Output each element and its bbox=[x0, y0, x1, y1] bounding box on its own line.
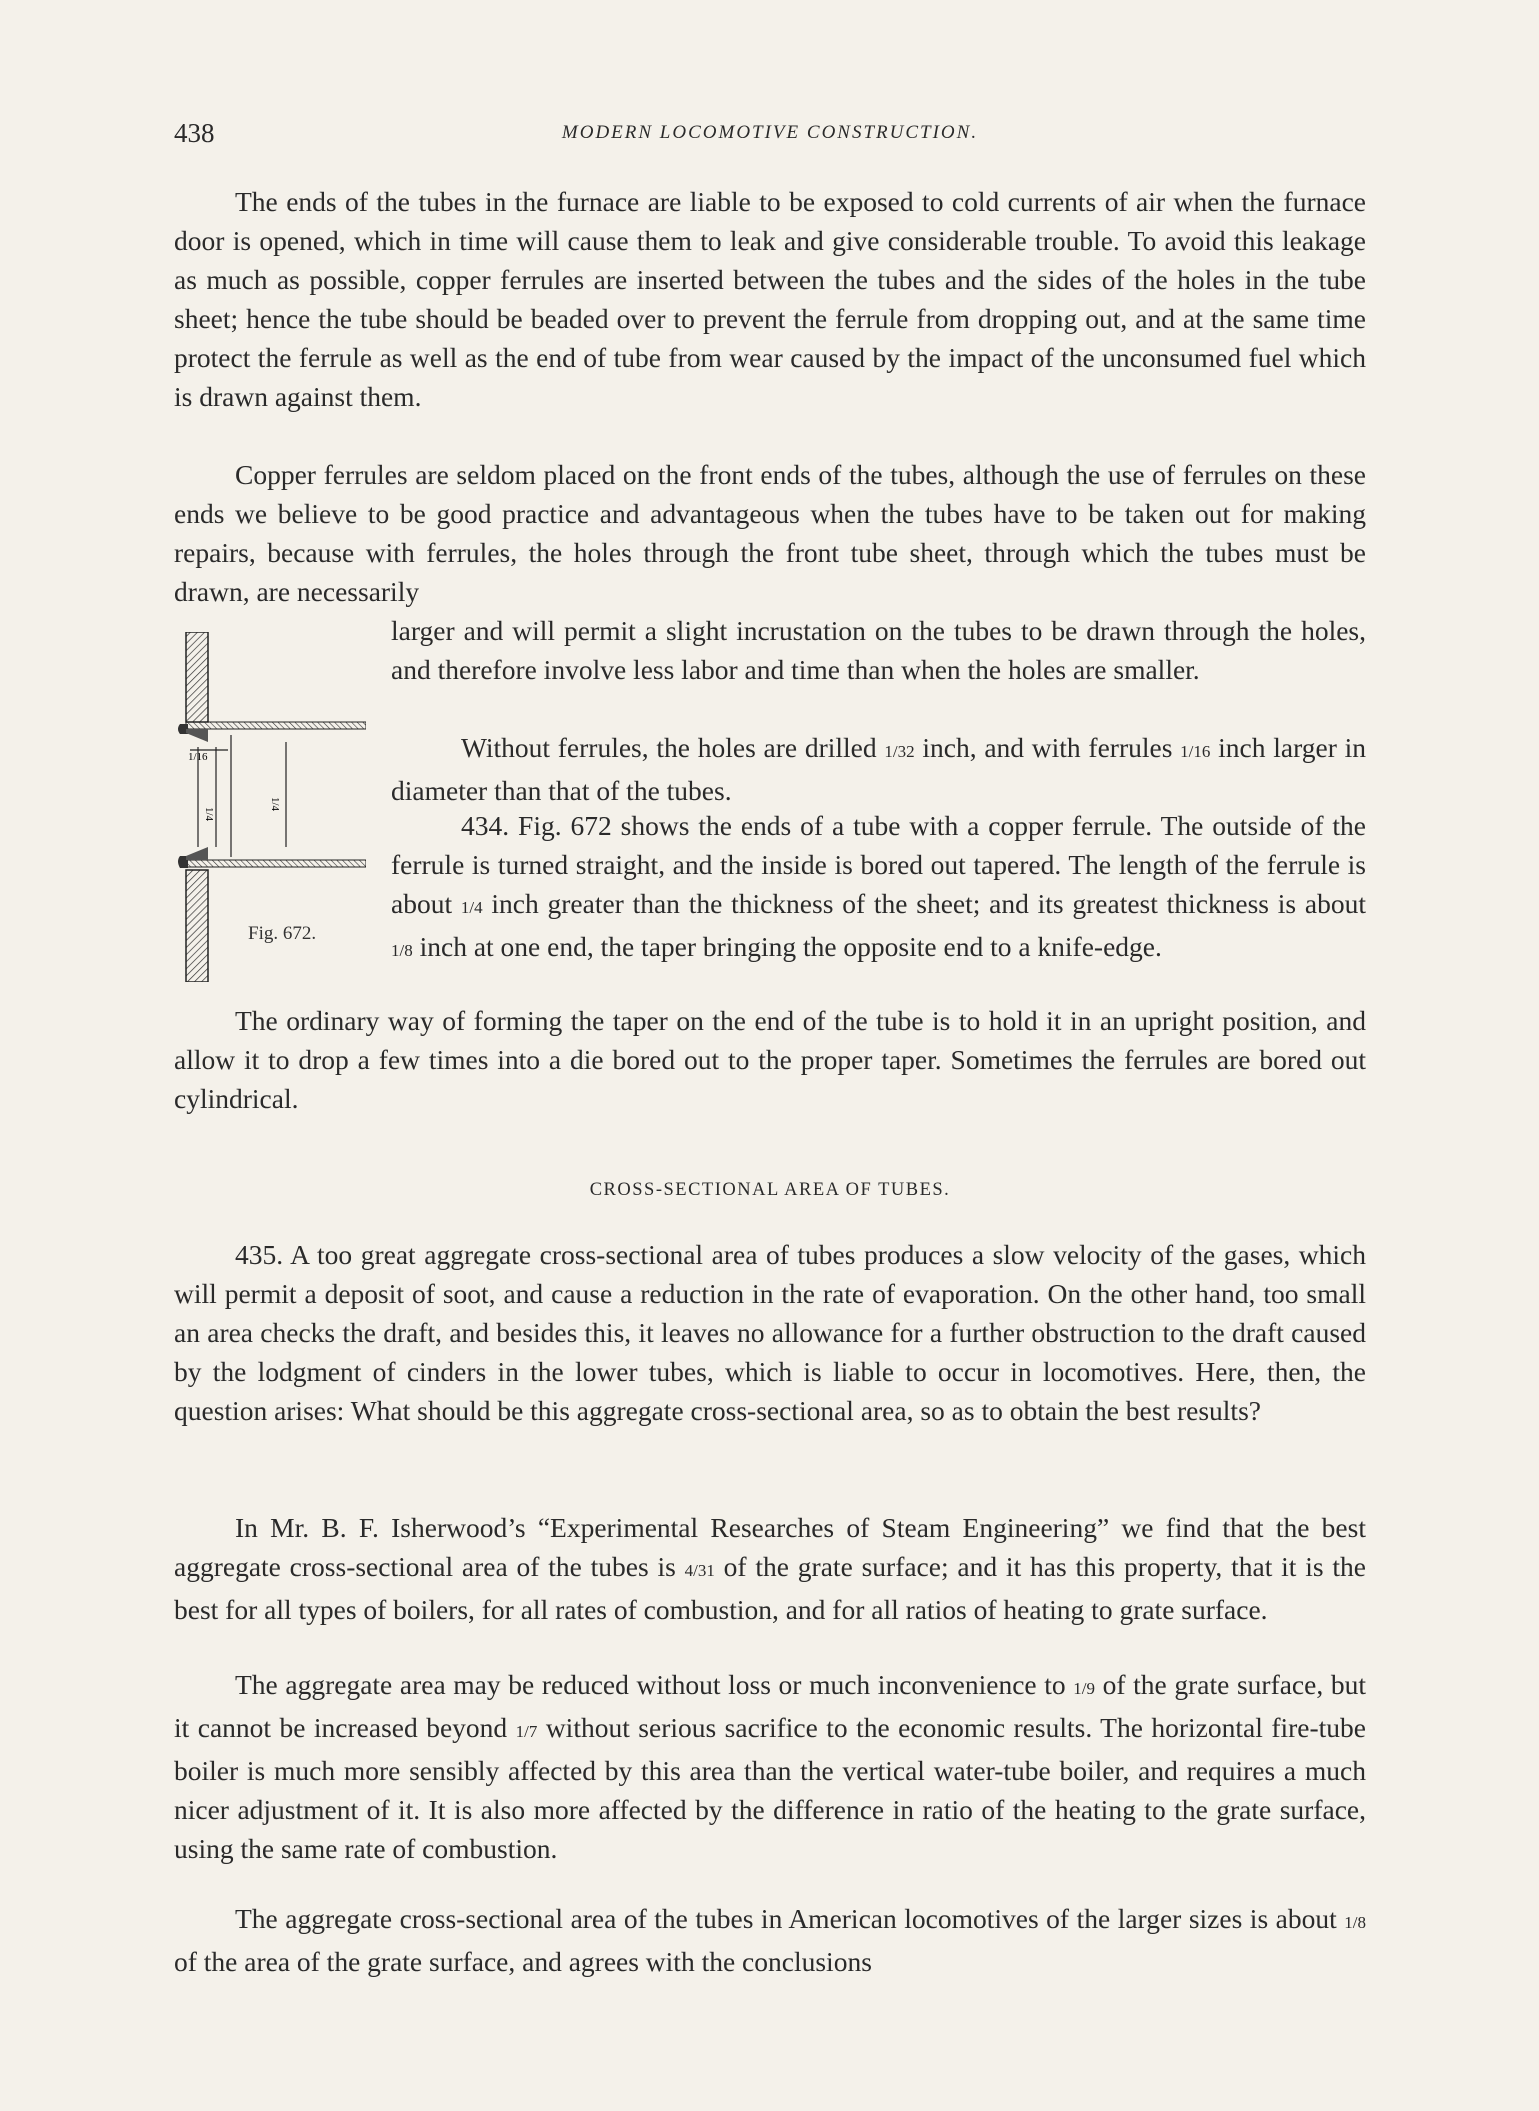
figure-672-tube-ferrule bbox=[176, 632, 366, 982]
dimension-label-a: 1/16 bbox=[188, 751, 208, 763]
dimension-label-c: 1/4 bbox=[269, 797, 281, 812]
fraction: 1/8 bbox=[1344, 1913, 1366, 1932]
paragraph-aggregate-area: The aggregate area may be reduced without loss or much inconvenience to 1/9 of the grate surface, but it cannot be increased beyond 1/7 without serious sacrifice to the economic results. The horizontal fire-tube boiler is much more sensibly affected by this area than the vertical water-tube boiler, and requires a much nicer adjustment of it. It is also more affected by the difference in ratio of the heating to the grate surface, using the same rate of combustion. bbox=[174, 1669, 1366, 1864]
running-title: MODERN LOCOMOTIVE CONSTRUCTION. bbox=[561, 122, 979, 143]
paragraph-american-locomotives: The aggregate cross-sectional area of the tubes in American locomotives of the larger sizes is about 1/8 of the area of the grate surface, and agrees with the conclusions bbox=[174, 1903, 1366, 1977]
fraction: 1/8 bbox=[391, 941, 413, 960]
page-number: 438 bbox=[174, 118, 215, 148]
tube-walls bbox=[178, 722, 366, 868]
paragraph-without-ferrules: Without ferrules, the holes are drilled 1/32 inch, and with ferrules 1/16 inch larger in diameter than that of the tubes. bbox=[391, 732, 1366, 806]
fraction: 4/31 bbox=[684, 1561, 715, 1580]
section-heading: CROSS-SECTIONAL AREA OF TUBES. bbox=[589, 1180, 951, 1200]
fraction: 1/32 bbox=[884, 742, 915, 761]
page-header bbox=[174, 118, 1366, 158]
figure-caption: Fig. 672. bbox=[248, 923, 317, 944]
paragraph-forming-taper: The ordinary way of forming the taper on the end of the tube is to hold it in an upright position, and allow it to drop a few times into a die bored out to the proper taper. Sometimes the ferrules are bored out cylindrical. bbox=[174, 1005, 1366, 1114]
paragraph-435: 435. A too great aggregate cross-sectional area of tubes produces a slow velocity of the gases, which will permit a deposit of soot, and cause a reduction in the rate of evaporation. On the other hand, too small an area checks the draft, and besides this, it leaves no allowance for a further obstruction to the draft caused by the lodgment of cinders in the lower tubes, which is liable to occur in locomotives. Here, then, the question arises: What should be this aggregate cross-sectional area, so as to obtain the best results? bbox=[174, 1239, 1366, 1426]
fraction: 1/7 bbox=[515, 1722, 538, 1741]
paragraph-wrap-larger: larger and will permit a slight incrustation on the tubes to be drawn through the holes, and therefore involve less labor and time than when the holes are smaller. bbox=[391, 615, 1366, 685]
fraction: 1/4 bbox=[460, 898, 483, 917]
dimension-label-b: 1/4 bbox=[203, 807, 215, 822]
paragraph-isherwood: In Mr. B. F. Isherwood’s “Experimental Researches of Steam Engineering” we find that the best aggregate cross-sectional area of the tubes is 4/31 of the grate surface; and it has this property, that it is the best for all types of boilers, for all rates of combustion, and for all ratios of heating to grate surface. bbox=[174, 1512, 1366, 1625]
fraction: 1/16 bbox=[1180, 742, 1211, 761]
paragraph-copper-ferrules: Copper ferrules are seldom placed on the front ends of the tubes, although the use of ferrules on these ends we believe to be good practice and advantageous when the tubes have to be taken out for making repairs, because with ferrules, the holes through the front tube sheet, through which the tubes must be drawn, are necessarily bbox=[174, 459, 1366, 607]
fraction: 1/9 bbox=[1073, 1679, 1095, 1698]
paragraph-tube-ends: The ends of the tubes in the furnace are liable to be exposed to cold currents of air when the furnace door is opened, which in time will cause them to leak and give considerable trouble. To avoid this leakage as much as possible, copper ferrules are inserted between the tubes and the sides of the holes in the tube sheet; hence the tube should be beaded over to prevent the ferrule from dropping out, and at the same time protect the ferrule as well as the end of tube from wear caused by the impact of the unconsumed fuel which is drawn against them. bbox=[174, 186, 1366, 412]
copper-ferrule bbox=[186, 729, 208, 860]
paragraph-434: 434. Fig. 672 shows the ends of a tube with a copper ferrule. The outside of the ferrule is turned straight, and the inside is bored out tapered. The length of the ferrule is about 1/4 inch greater than the thickness of the sheet; and its greatest thickness is about 1/8 inch at one end, the taper bringing the opposite end to a knife-edge. bbox=[391, 810, 1366, 962]
